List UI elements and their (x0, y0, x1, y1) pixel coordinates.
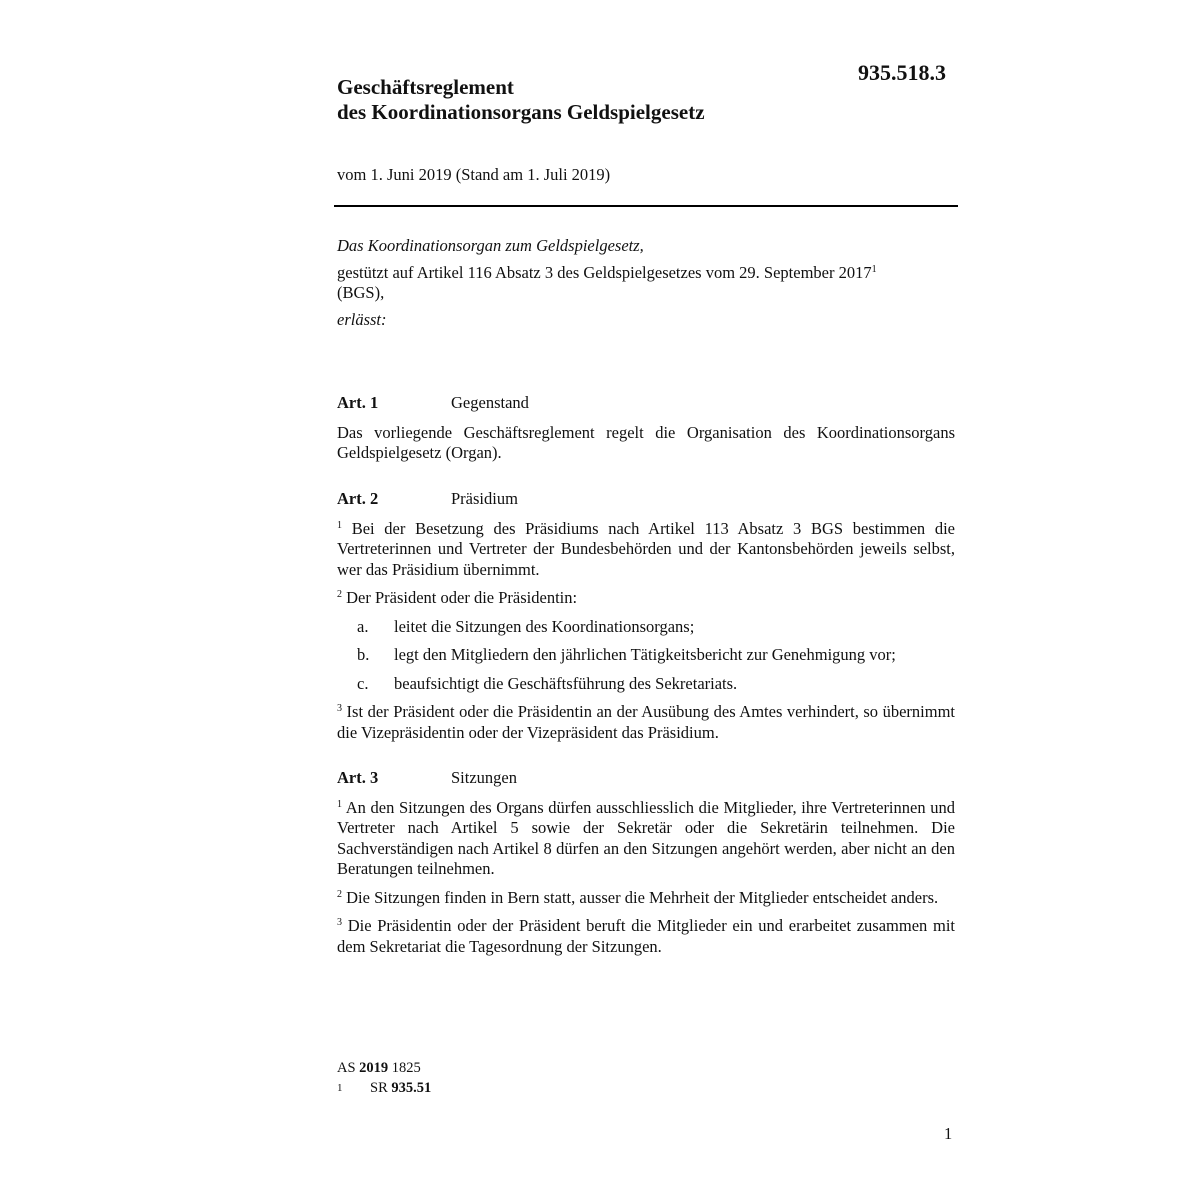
header-divider (334, 205, 958, 207)
preamble-issuer: Das Koordinationsorgan zum Geldspielgesetz, (337, 236, 644, 255)
article-paragraph (337, 588, 955, 609)
paragraph-text: Der Präsident oder die Präsidentin: (346, 588, 578, 607)
preamble (337, 236, 957, 336)
list-item (357, 674, 955, 695)
footnote-prefix: SR (370, 1080, 388, 1096)
as-page: 1825 (391, 1060, 421, 1076)
article-paragraph (337, 798, 955, 880)
paragraph-number: 1 (337, 798, 342, 810)
paragraph-number: 2 (337, 589, 342, 600)
article-paragraph (337, 888, 955, 909)
article-number: Art. 1 (337, 393, 379, 412)
article-heading (337, 489, 955, 510)
footnotes (337, 1058, 431, 1098)
as-prefix: AS (337, 1060, 356, 1076)
paragraph-number: 3 (337, 703, 342, 714)
preamble-decree: erlässt: (337, 309, 387, 329)
article-1 (337, 393, 955, 472)
list-letter: b. (357, 645, 370, 664)
article-number: Art. 3 (337, 768, 379, 787)
article-paragraph: Das vorliegende Geschäftsreglement regelt die Organisation des Koordinationsorgans Geldspielgesetz (Organ). (337, 422, 955, 462)
paragraph-number: 1 (337, 519, 342, 531)
document-title (337, 75, 705, 125)
paragraph-text: Bei der Besetzung des Präsidiums nach Artikel 113 Absatz 3 BGS bestimmen die Vertreterinnen und Vertreter der Bundesbehörden und der Kantonsbehörden jeweils selbst, wer das Präsidium übernimmt. (337, 518, 956, 579)
article-paragraph (337, 916, 955, 957)
article-3 (337, 768, 955, 965)
list-text: beaufsichtigt die Geschäftsführung des Sekretariats. (394, 673, 738, 693)
article-title: Präsidium (451, 489, 518, 508)
list-text: leitet die Sitzungen des Koordinationsorgans; (394, 616, 695, 636)
document-date: vom 1. Juni 2019 (Stand am 1. Juli 2019) (337, 165, 611, 184)
list-item (357, 617, 955, 638)
list-item (357, 645, 955, 666)
article-title: Sitzungen (451, 768, 517, 787)
list-letter: a. (357, 616, 369, 636)
title-line-2: des Koordinationsorgans Geldspielgesetz (337, 100, 705, 124)
footnote-1 (337, 1078, 431, 1098)
list-text: legt den Mitgliedern den jährlichen Tätigkeitsbericht zur Genehmigung vor; (394, 645, 896, 664)
paragraph-number: 3 (337, 917, 342, 928)
preamble-basis-abbrev: (BGS), (337, 283, 385, 302)
preamble-basis (337, 263, 957, 304)
list-letter: c. (357, 673, 369, 693)
paragraph-text: Die Präsidentin oder der Präsident beruft die Mitglieder ein und erarbeitet zusammen mit dem Sekretariat die Tagesordnung der Sitzungen. (337, 916, 956, 956)
article-number: Art. 2 (337, 489, 379, 508)
article-2 (337, 489, 955, 751)
sr-number: 935.518.3 (858, 60, 946, 85)
preamble-basis-text: gestützt auf Artikel 116 Absatz 3 des Geldspielgesetzes vom 29. September 2017 (337, 262, 872, 282)
article-paragraph (337, 702, 955, 743)
page-number: 1 (944, 1124, 953, 1143)
footnote-number: 1 (337, 1082, 343, 1094)
footnote-marker[interactable]: 1 (871, 263, 877, 275)
title-line-1: Geschäftsreglement (337, 75, 514, 99)
as-reference (337, 1058, 431, 1078)
paragraph-number: 2 (337, 888, 342, 900)
article-heading (337, 393, 955, 414)
article-heading (337, 768, 955, 789)
article-paragraph (337, 519, 955, 581)
paragraph-text: Ist der Präsident oder die Präsidentin an der Ausübung des Amtes verhindert, so übernimmt die Vizepräsidentin oder der Vizepräsident das Präsidium. (337, 702, 955, 742)
paragraph-text: Die Sitzungen finden in Bern statt, ausser die Mehrheit der Mitglieder entscheidet anders. (346, 887, 939, 907)
footnote-ref[interactable]: 935.51 (391, 1080, 432, 1096)
paragraph-text: An den Sitzungen des Organs dürfen ausschliesslich die Mitglieder, ihre Vertreterinnen und Vertreter nach Artikel 5 sowie der Sekretär oder die Sekretärin teilnehmen. Die Sachverständigen nach Artikel 8 dürfen an den Sitzungen angehört werden, aber nicht an den Beratungen teilnehmen. (337, 797, 955, 878)
article-title: Gegenstand (451, 393, 529, 412)
as-year: 2019 (359, 1060, 389, 1076)
